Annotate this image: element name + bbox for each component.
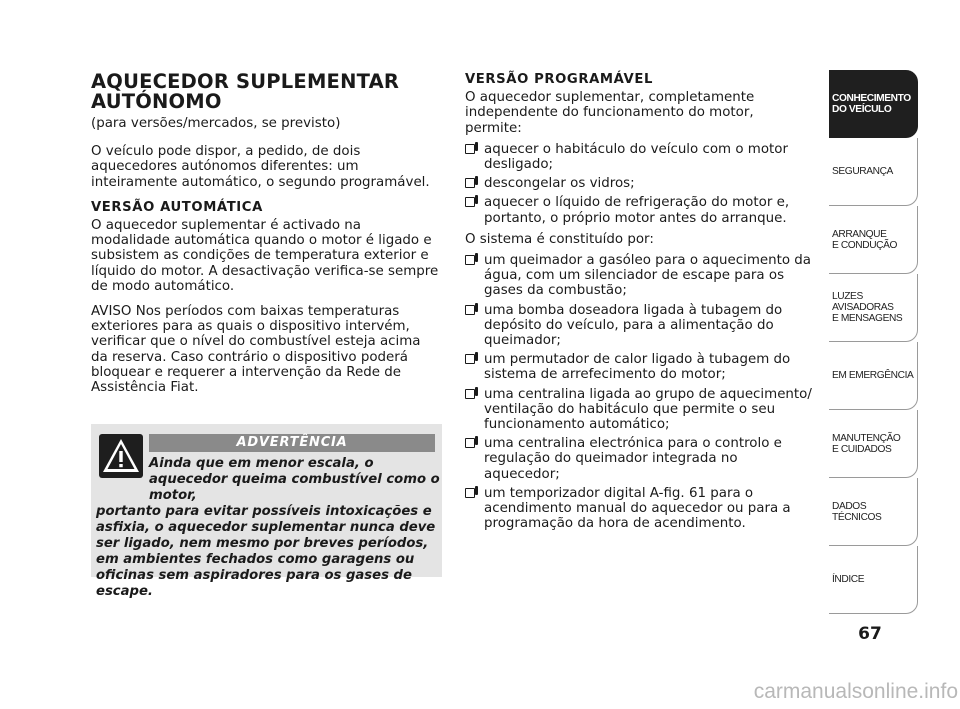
list-item-text: aquecer o habitáculo do veículo com o motor desligado; xyxy=(484,141,788,173)
programmable-intro: O aquecedor suplementar, completamente independente do funcionamento do motor, permite: xyxy=(465,90,755,136)
warning-body: portanto para evitar possíveis intoxicações e asfixia, o aquecedor suplementar nunca deve ser ligado, nem mesmo por breves períodos, em ambientes fechados como garagens ou oficinas sem aspiradores para os gases de escape. xyxy=(96,504,436,599)
checkbox-bullet-icon xyxy=(465,305,475,315)
sidebar-item-emergencia[interactable]: EM EMERGÊNCIA xyxy=(829,342,918,410)
warning-lead: Ainda que em menor escala, o aquecedor queima combustível como o motor, xyxy=(149,456,440,503)
checkbox-bullet-icon xyxy=(465,354,475,364)
sidebar-item-seguranca[interactable]: SEGURANÇA xyxy=(829,138,918,206)
section-title xyxy=(91,72,441,112)
auto-version-paragraph: O aquecedor suplementar é activado na modalidade automática quando o motor é ligado e subsistem as condições de temperatura exterior e líquido do motor. A desactivação verifica-se sempre de modo automático. xyxy=(91,218,439,294)
system-intro: O sistema é constituído por: xyxy=(465,231,654,247)
functions-list xyxy=(465,142,813,226)
checkbox-bullet-icon xyxy=(465,389,475,399)
chapter-sidebar xyxy=(829,70,918,614)
page-number: 67 xyxy=(858,624,882,644)
left-column xyxy=(91,72,441,405)
auto-version-heading: VERSÃO AUTOMÁTICA xyxy=(91,199,263,215)
list-item xyxy=(465,195,813,225)
list-item xyxy=(465,303,813,349)
list-item xyxy=(465,176,813,191)
list-item xyxy=(465,486,813,532)
list-item xyxy=(465,253,813,299)
list-item-text: uma centralina ligada ao grupo de aquecimento/ ventilação do habitáculo que permite o seu funcionamento automático; xyxy=(484,386,812,433)
warning-box xyxy=(91,424,442,599)
list-item-text: um queimador a gasóleo para o aquecimento da água, com um silenciador de escape para os gases da combustão; xyxy=(484,253,811,299)
title-line-2: AUTÓNOMO xyxy=(91,90,222,113)
section-subtitle: (para versões/mercados, se previsto) xyxy=(91,116,341,131)
warning-label: ADVERTÊNCIA xyxy=(149,434,435,452)
aviso-paragraph: AVISO Nos períodos com baixas temperaturas exteriores para as quais o dispositivo intervém, verificar que o nível do combustível esteja acima da reserva. Caso contrário o dispositivo poderá bloquear e requerer a intervenção da Rede de Assistência Fiat. xyxy=(91,304,421,396)
list-item xyxy=(465,352,813,382)
list-item-text: uma bomba doseadora ligada à tubagem do depósito do veículo, para a alimentação do queimador; xyxy=(484,302,783,349)
checkbox-bullet-icon xyxy=(465,178,475,188)
programmable-version-heading: VERSÃO PROGRAMÁVEL xyxy=(465,72,653,87)
checkbox-bullet-icon xyxy=(465,197,475,207)
list-item-text: uma centralina electrónica para o controlo e regulação do queimador integrada no aquecedor; xyxy=(484,436,782,482)
checkbox-bullet-icon xyxy=(465,438,475,448)
watermark: carmanualsonline.info xyxy=(753,680,958,703)
list-item xyxy=(465,436,813,482)
list-item xyxy=(465,142,813,172)
sidebar-item-arranque[interactable]: ARRANQUE E CONDUÇÃO xyxy=(829,206,918,274)
list-item xyxy=(465,387,813,433)
checkbox-bullet-icon xyxy=(465,488,475,498)
intro-paragraph: O veículo pode dispor, a pedido, de dois aquecedores autónomos diferentes: um inteiramente automático, o segundo programável. xyxy=(91,144,430,190)
warning-text xyxy=(96,456,440,600)
checkbox-bullet-icon xyxy=(465,144,475,154)
checkbox-bullet-icon xyxy=(465,255,475,265)
components-list xyxy=(465,253,813,531)
list-item-text: um permutador de calor ligado à tubagem do sistema de arrefecimento do motor; xyxy=(484,352,791,383)
title-line-1: AQUECEDOR SUPLEMENTAR xyxy=(91,70,400,93)
list-item-text: um temporizador digital A-fig. 61 para o acendimento manual do aquecedor ou para a programação da hora de acendimento. xyxy=(484,485,791,532)
list-item-text: aquecer o líquido de refrigeração do motor e, portanto, o próprio motor antes do arranque. xyxy=(484,195,790,226)
sidebar-item-conhecimento[interactable]: CONHECIMENTO DO VEÍCULO xyxy=(829,70,918,138)
list-item-text: descongelar os vidros; xyxy=(484,176,635,192)
middle-column xyxy=(465,72,813,537)
sidebar-item-dados[interactable]: DADOS TÉCNICOS xyxy=(829,478,918,546)
sidebar-item-luzes[interactable]: LUZES AVISADORAS E MENSAGENS xyxy=(829,274,918,342)
sidebar-item-indice[interactable]: ÍNDICE xyxy=(829,546,918,614)
sidebar-item-manutencao[interactable]: MANUTENÇÃO E CUIDADOS xyxy=(829,410,918,478)
